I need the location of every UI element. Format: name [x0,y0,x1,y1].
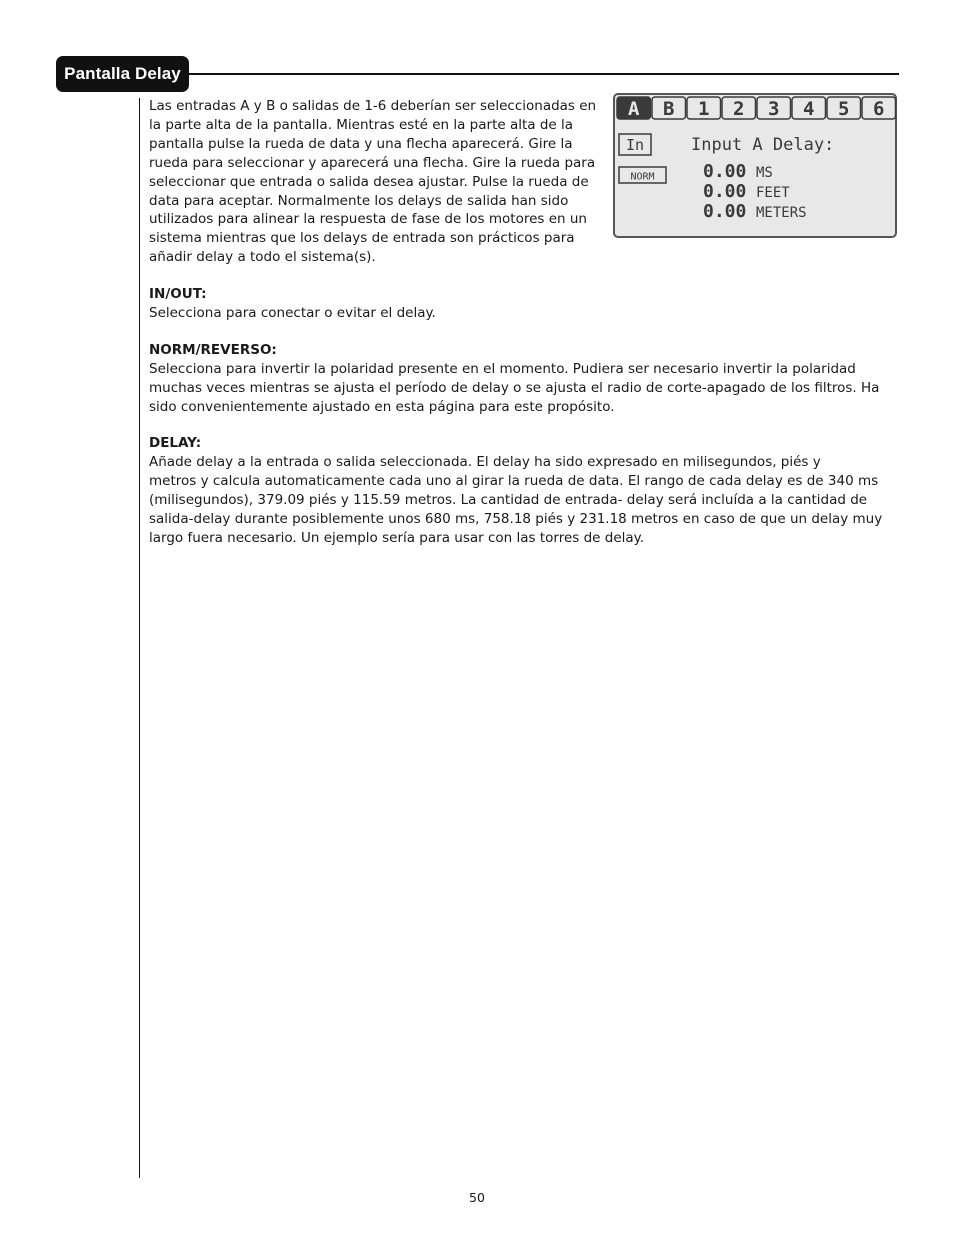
margin-rule [139,98,140,1178]
section-norm-reverso [149,341,894,417]
lcd-ms-unit: MS [756,165,773,181]
lcd-norm-label: NORM [630,171,655,183]
header-rule [189,73,899,75]
section-body-rest: metros y calcula automaticamente cada uno al girar la rueda de data. El rango de cada delay es de 340 ms (milisegundos), 379.09 piés y 115.59 metros. La cantidad de entrada- delay será incluída a la cantidad de salida-delay durante posiblemente unos 680 ms, 758.18 piés y 231.18 metros en caso de que un delay muy largo fuera necesario. Un ejemplo sería para usar con las torres de delay. [149,472,883,546]
page-number: 50 [469,1190,485,1205]
section-delay [149,434,894,547]
lcd-tab-label: 4 [803,98,815,120]
lcd-meters-value: 0.00 [703,201,747,222]
section-body-line1: Añade delay a la entrada o salida seleccionada. El delay ha sido expresado en milisegundos, piés y [149,453,821,470]
lcd-feet-unit: FEET [756,185,790,201]
lcd-tab-label: 5 [838,98,850,120]
section-in-out [149,285,894,323]
lcd-tab-label: 6 [873,98,885,120]
lcd-tab-label: B [663,98,675,120]
lcd-heading: Input A Delay: [691,135,835,155]
section-heading: NORM/REVERSO: [149,342,277,358]
lcd-in-label: In [625,136,645,154]
section-body [149,453,894,548]
lcd-tab-label: 3 [768,98,780,120]
lcd-delay-screen [613,93,897,238]
section-heading: IN/OUT: [149,286,207,302]
lcd-meters-unit: METERS [756,205,807,221]
lcd-tab-label: 1 [698,98,710,120]
section-body: Selecciona para invertir la polaridad presente en el momento. Pudiera ser necesario invertir la polaridad muchas veces mientras se ajusta el período de delay o se ajusta el radio de corte-apagado de los filtros. Ha sido convenientemente ajustado en esta página para este propósito. [149,360,880,415]
section-title-tab: Pantalla Delay [56,56,189,92]
section-body: Selecciona para conectar o evitar el delay. [149,304,436,321]
lcd-feet-value: 0.00 [703,181,747,202]
lcd-ms-value: 0.00 [703,161,747,182]
section-heading: DELAY: [149,435,202,451]
intro-paragraph: Las entradas A y B o salidas de 1-6 deberían ser seleccionadas en la parte alta de la pantalla. Mientras esté en la parte alta de la pantalla pulse la rueda de data y una flecha aparecerá. Gire la rueda para seleccionar y aparecerá una flecha. Gire la rueda para seleccionar que entrada o salida desea ajustar. Pulse la rueda de data para aceptar. Normalmente los delays de salida han sido utilizados para alinear la respuesta de fase de los motores en un sistema mientras que los delays de entrada son prácticos para añadir delay a todo el sistema(s). [149,98,597,266]
lcd-tab-label: 2 [733,98,745,120]
lcd-tab-label: A [628,98,640,120]
